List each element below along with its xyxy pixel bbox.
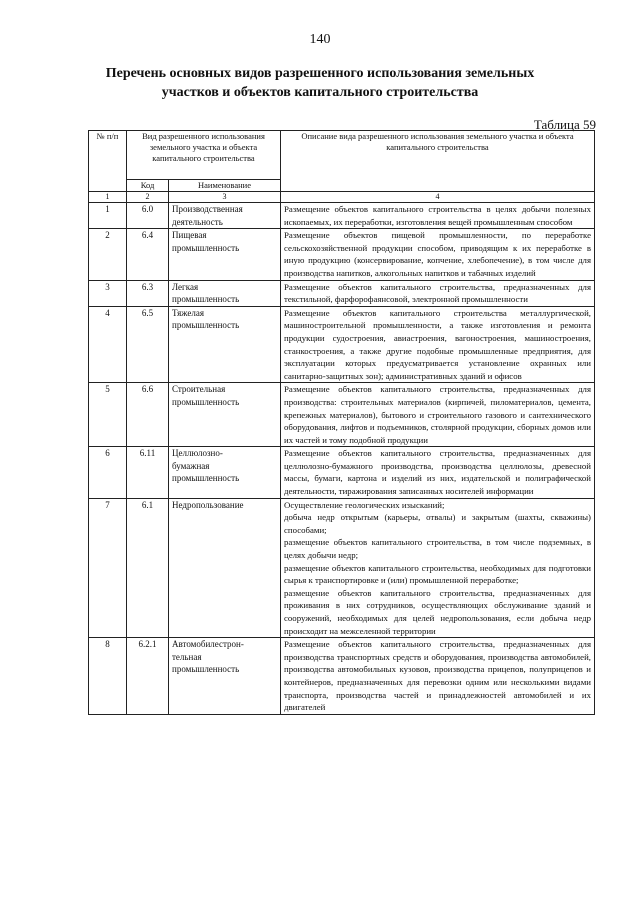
row-code: 6.3 bbox=[127, 280, 169, 306]
row-number: 4 bbox=[89, 306, 127, 383]
page-number: 140 bbox=[309, 32, 331, 47]
row-name bbox=[169, 280, 281, 306]
row-description-paragraph: Размещение объектов капитального строительства металлургической, машиностроительной промышленности, а также изготовления и ремонта продукции судостроения, авиастроения, вагоностроения, машиностроения, станкостроения, а также другие подобные промышленные предприятия, для эксплуатации которых предусматривается установление охранных или санитарно-защитных зон); административных зданий и офисов bbox=[284, 307, 591, 381]
row-description-paragraph: Размещение объектов капитального строительства, предназначенных для производства транспортных средств и оборудования, производства автомобилей, производства автомобильных кузовов, производства прицепов, полуприцепов и контейнеров, предназначенных для перевозки одним или несколькими видами транспорта, производства частей и принадлежностей автомобилей и их двигателей bbox=[284, 639, 591, 713]
land-use-table bbox=[88, 130, 595, 715]
row-name-line: промышленность bbox=[172, 294, 240, 305]
table-row bbox=[89, 447, 595, 498]
row-code: 6.6 bbox=[127, 383, 169, 447]
row-code: 6.4 bbox=[127, 229, 169, 280]
row-number: 6 bbox=[89, 447, 127, 498]
row-number: 2 bbox=[89, 229, 127, 280]
table-body bbox=[89, 203, 595, 715]
row-name bbox=[169, 447, 281, 498]
row-name-line: промышленность bbox=[172, 242, 240, 253]
row-description bbox=[281, 638, 595, 715]
row-description bbox=[281, 306, 595, 383]
row-description bbox=[281, 447, 595, 498]
table-caption: Таблица 59 bbox=[533, 117, 596, 132]
row-name-line: Легкая bbox=[172, 281, 199, 292]
header-code: Код bbox=[127, 180, 169, 192]
row-description bbox=[281, 280, 595, 306]
document-title bbox=[80, 64, 560, 102]
row-code: 6.0 bbox=[127, 203, 169, 229]
row-code: 6.2.1 bbox=[127, 638, 169, 715]
column-number: 4 bbox=[281, 192, 595, 203]
row-name bbox=[169, 203, 281, 229]
row-code: 6.1 bbox=[127, 498, 169, 638]
row-number: 7 bbox=[89, 498, 127, 638]
table-row bbox=[89, 280, 595, 306]
row-name-line: деятельность bbox=[172, 216, 223, 227]
table-row bbox=[89, 229, 595, 280]
row-name-line: тельная bbox=[172, 651, 202, 662]
table-row bbox=[89, 383, 595, 447]
row-description-paragraph: Осуществление геологических изысканий; bbox=[284, 499, 445, 510]
document-title-line-1: Перечень основных видов разрешенного использования земельных bbox=[105, 66, 535, 81]
row-name-line: Производственная bbox=[172, 204, 243, 214]
row-name bbox=[169, 498, 281, 638]
row-code: 6.5 bbox=[127, 306, 169, 383]
header-type-group: Вид разрешенного использования земельного участка и объекта капитального строительства bbox=[127, 131, 281, 180]
row-number: 1 bbox=[89, 203, 127, 229]
column-number: 1 bbox=[89, 192, 127, 203]
row-description-paragraph: Размещение объектов капитального строительства, предназначенных для целлюлозно-бумажного производства, производства целлюлозы, древесной массы, бумаги, картона и изделий из них, издательской и полиграфической деятельности, тиражирования записанных носителей информации bbox=[284, 448, 591, 497]
table-row bbox=[89, 498, 595, 638]
header-description: Описание вида разрешенного использования земельного участка и объекта капитального строительства bbox=[281, 131, 595, 192]
document-title-line-2: участков и объектов капитального строительства bbox=[161, 85, 479, 100]
row-description-paragraph: добыча недр открытым (карьеры, отвалы) и закрытым (шахты, скважины) способами; bbox=[284, 512, 591, 535]
row-name-line: Целлюлозно- bbox=[172, 448, 223, 459]
row-name-line: промышленность bbox=[172, 396, 240, 407]
row-description-paragraph: Размещение объектов капитального строительства, предназначенных для текстильной, фарфорофаянсовой, электронной промышленности bbox=[284, 281, 591, 305]
row-name-line: промышленность bbox=[172, 320, 240, 331]
table-row bbox=[89, 306, 595, 383]
table-header-row bbox=[89, 131, 595, 180]
column-number: 2 bbox=[127, 192, 169, 203]
column-number-row bbox=[89, 192, 595, 203]
row-name bbox=[169, 229, 281, 280]
row-code: 6.11 bbox=[127, 447, 169, 498]
table-row bbox=[89, 638, 595, 715]
row-description-paragraph: Размещение объектов пищевой промышленности, по переработке сельскохозяйственной продукции способом, приводящим к их переработке в иную продукцию (консервирование, копчение, хлебопечение), в том числе для производства напитков, алкогольных напитков и табачных изделий bbox=[284, 230, 591, 278]
table-row bbox=[89, 203, 595, 229]
row-name bbox=[169, 638, 281, 715]
row-name-line: Тяжелая bbox=[172, 307, 205, 318]
row-number: 8 bbox=[89, 638, 127, 715]
row-description bbox=[281, 498, 595, 638]
row-name-line: бумажная bbox=[172, 460, 210, 471]
row-name-line: Строительная bbox=[172, 384, 226, 395]
row-name-line: промышленность bbox=[172, 473, 240, 484]
row-number: 5 bbox=[89, 383, 127, 447]
row-name bbox=[169, 383, 281, 447]
header-num: № п/п bbox=[89, 131, 127, 192]
row-description bbox=[281, 229, 595, 280]
row-description-paragraph: размещение объектов капитального строительства, необходимых для подготовки сырья к транспортировке и (или) промышленной переработке; bbox=[284, 562, 591, 586]
row-description bbox=[281, 383, 595, 447]
header-name: Наименование bbox=[169, 180, 281, 192]
row-description-paragraph: Размещение объектов капитального строительства в целях добычи полезных ископаемых, их переработки, изготовления вещей промышленным способом bbox=[284, 204, 591, 227]
column-number: 3 bbox=[169, 192, 281, 203]
row-name bbox=[169, 306, 281, 383]
row-name-line: Пищевая bbox=[172, 230, 207, 241]
row-number: 3 bbox=[89, 280, 127, 306]
row-name-line: промышленность bbox=[172, 664, 240, 675]
row-name-line: Автомобилестрон- bbox=[172, 639, 244, 650]
row-description-paragraph: Размещение объектов капитального строительства, предназначенных для производства: строительных материалов (кирпичей, пиломатериалов, цемента, крепежных материалов), бытового и строительного газового и сантехнического оборудования, лифтов и подъемников, столярной продукции, сборных домов или их частей и тому подобной продукции bbox=[284, 384, 591, 445]
row-description-paragraph: размещение объектов капитального строительства, в том числе подземных, в целях добычи недр; bbox=[284, 537, 591, 561]
row-description bbox=[281, 203, 595, 229]
row-description-paragraph: размещение объектов капитального строительства, предназначенных для проживания в них сотрудников, осуществляющих обслуживание зданий и сооружений, необходимых для целей недропользования, если добыча недр происходит на межселенной территории bbox=[284, 587, 591, 636]
row-name-line: Недропользование bbox=[172, 499, 244, 510]
